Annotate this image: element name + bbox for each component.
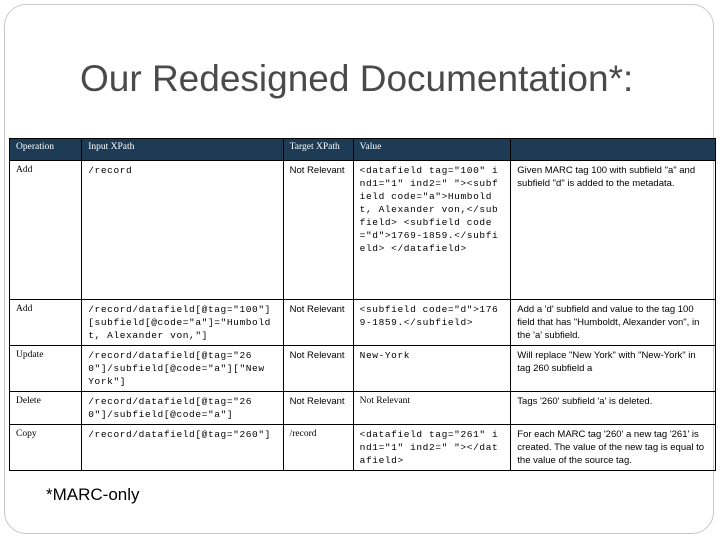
- cell-operation: Copy: [10, 425, 82, 471]
- header-operation: Operation: [10, 139, 82, 161]
- header-description: [511, 139, 716, 161]
- cell-value: <subfield code="d">1769-1859.</subfield>: [353, 300, 511, 346]
- cell-description: Will replace "New York" with "New-York" in tag 260 subfield a: [511, 346, 716, 392]
- cell-operation: Update: [10, 346, 82, 392]
- header-value: Value: [353, 139, 511, 161]
- table-row: [10, 392, 716, 425]
- cell-operation: Add: [10, 161, 82, 300]
- table-row: [10, 300, 716, 346]
- documentation-table: [9, 138, 716, 471]
- table-row: [10, 425, 716, 471]
- cell-operation: Delete: [10, 392, 82, 425]
- cell-target-xpath: Not Relevant: [283, 300, 353, 346]
- cell-target-xpath: Not Relevant: [283, 392, 353, 425]
- table-row: [10, 161, 716, 300]
- header-input-xpath: Input XPath: [82, 139, 283, 161]
- cell-input-xpath: /record/datafield[@tag="100"][subfield[@code="a"]="Humboldt, Alexander von,"]: [82, 300, 283, 346]
- cell-value: New-York: [353, 346, 511, 392]
- cell-description: Given MARC tag 100 with subfield "a" and subfield "d" is added to the metadata.: [511, 161, 716, 300]
- slide-title: Our Redesigned Documentation*:: [80, 58, 634, 99]
- cell-description: Add a 'd' subfield and value to the tag 100 field that has "Humboldt, Alexander von", in the 'a' subfield.: [511, 300, 716, 346]
- cell-value: <datafield tag="100" ind1="1" ind2=" "><subfield code="a">Humboldt, Alexander von,</subfield> <subfield code="d">1769-1859.</subfield> </datafield>: [353, 161, 511, 300]
- cell-input-xpath: /record/datafield[@tag="260"]/subfield[@code="a"]: [82, 392, 283, 425]
- cell-value: <datafield tag="261" ind1="1" ind2=" "></datafield>: [353, 425, 511, 471]
- cell-description: Tags '260' subfield 'a' is deleted.: [511, 392, 716, 425]
- cell-target-xpath: /record: [283, 425, 353, 471]
- cell-target-xpath: Not Relevant: [283, 161, 353, 300]
- cell-target-xpath: Not Relevant: [283, 346, 353, 392]
- cell-input-xpath: /record/datafield[@tag="260"]: [82, 425, 283, 471]
- table-row: [10, 346, 716, 392]
- footnote: *MARC-only: [46, 485, 140, 504]
- cell-input-xpath: /record/datafield[@tag="260"]/subfield[@code="a"]["New York"]: [82, 346, 283, 392]
- header-target-xpath: Target XPath: [283, 139, 353, 161]
- cell-operation: Add: [10, 300, 82, 346]
- cell-input-xpath: /record: [82, 161, 283, 300]
- cell-value: Not Relevant: [353, 392, 511, 425]
- cell-description: For each MARC tag '260' a new tag '261' is created. The value of the new tag is equal to the value of the source tag.: [511, 425, 716, 471]
- table-header-row: [10, 139, 716, 161]
